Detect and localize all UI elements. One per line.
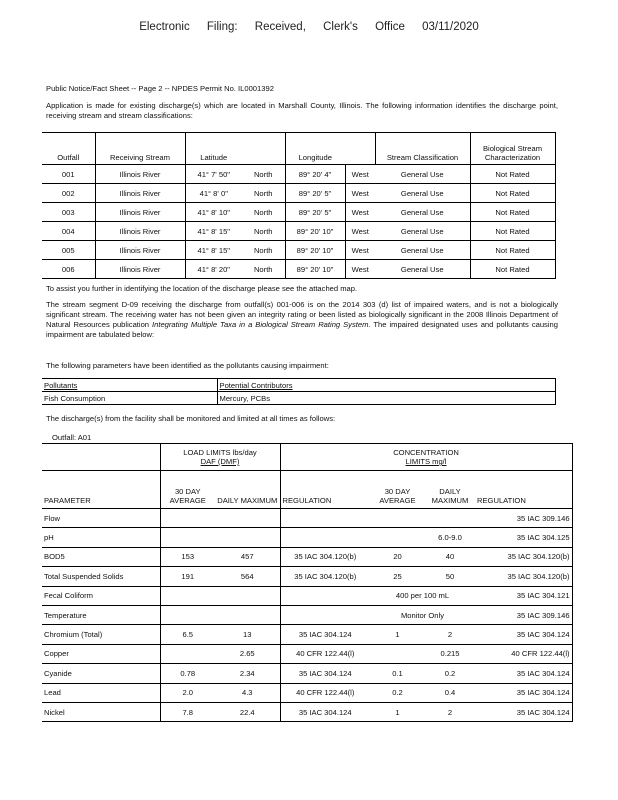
parameter-row <box>42 605 572 624</box>
header-cell: Pollutants <box>42 379 217 392</box>
parameter-row <box>42 547 572 566</box>
cell: 22.4 <box>215 702 280 721</box>
cell <box>425 509 475 528</box>
cell: 41° 8' 15" <box>185 241 242 260</box>
cell <box>370 644 425 663</box>
cell: 6.5 <box>160 625 215 644</box>
cell: 7.8 <box>160 702 215 721</box>
parameter-row <box>42 586 572 605</box>
cell: Not Rated <box>470 184 555 203</box>
outfall-row <box>42 165 555 184</box>
cell: Not Rated <box>470 222 555 241</box>
cell: Flow <box>42 509 160 528</box>
cell: 35 IAC 309.146 <box>475 509 572 528</box>
cell: 564 <box>215 567 280 586</box>
outfall-table <box>42 132 556 279</box>
cell: 35 IAC 304.124 <box>280 702 370 721</box>
cell <box>370 509 425 528</box>
cell <box>280 586 370 605</box>
cell <box>160 644 215 663</box>
cell: 40 CFR 122.44(l) <box>280 644 370 663</box>
cell: 89° 20' 10" <box>285 260 345 279</box>
cell: North <box>242 203 285 222</box>
cell: 400 per 100 mL <box>370 586 475 605</box>
cell: 35 IAC 304.124 <box>475 683 572 702</box>
cell: West <box>345 165 375 184</box>
outfall-header-row <box>42 133 555 165</box>
cell: 89° 20' 5" <box>285 184 345 203</box>
column-header: PARAMETER <box>42 471 160 509</box>
cell: 2 <box>425 702 475 721</box>
outfall-row <box>42 203 555 222</box>
header-cell: Potential Contributors <box>217 379 555 392</box>
cell: 003 <box>42 203 95 222</box>
cell: 0.4 <box>425 683 475 702</box>
parameter-row <box>42 664 572 683</box>
cell: 35 IAC 304.121 <box>475 586 572 605</box>
segment-paragraph <box>46 300 558 340</box>
cell: Not Rated <box>470 241 555 260</box>
column-header: REGULATION <box>475 471 572 509</box>
cell: West <box>345 203 375 222</box>
cell: 0.215 <box>425 644 475 663</box>
cell: 006 <box>42 260 95 279</box>
conc-sub: LIMITS mg/l <box>405 457 447 466</box>
cell: 50 <box>425 567 475 586</box>
column-header: DAILY MAXIMUM <box>425 471 475 509</box>
cell: 35 IAC 304.124 <box>475 664 572 683</box>
load-limits-title: LOAD LIMITS lbs/day <box>183 448 257 457</box>
outfall-row <box>42 260 555 279</box>
cell: North <box>242 260 285 279</box>
cell <box>370 528 425 547</box>
cell: Not Rated <box>470 165 555 184</box>
conc-title: CONCENTRATION <box>393 448 459 457</box>
intro-paragraph: Application is made for existing discharge(s) which are located in Marshall County, Illinois. The following information identifies the discharge point, receiving stream and stream classifications: <box>46 101 558 120</box>
cell: North <box>242 184 285 203</box>
cell <box>160 586 215 605</box>
cell: Cyanide <box>42 664 160 683</box>
cell: 35 IAC 304.124 <box>280 625 370 644</box>
cell: 191 <box>160 567 215 586</box>
cell: Monitor Only <box>370 605 475 624</box>
cell: 2.34 <box>215 664 280 683</box>
cell: 001 <box>42 165 95 184</box>
cell: Illinois River <box>95 203 185 222</box>
cell <box>160 605 215 624</box>
cell: 35 IAC 304.120(b) <box>475 567 572 586</box>
cell: 35 IAC 309.146 <box>475 605 572 624</box>
cell: Total Suspended Solids <box>42 567 160 586</box>
column-header: REGULATION <box>280 471 370 509</box>
cell <box>215 509 280 528</box>
pollutants-intro: The following parameters have been identified as the pollutants causing impairment: <box>46 361 329 370</box>
header-cell: Outfall <box>42 133 95 165</box>
cell: 6.0-9.0 <box>425 528 475 547</box>
cell: 35 IAC 304.124 <box>475 625 572 644</box>
cell: General Use <box>375 165 470 184</box>
cell: BOD5 <box>42 547 160 566</box>
cell: Chromium (Total) <box>42 625 160 644</box>
cell: 0.78 <box>160 664 215 683</box>
cell: 41° 8' 0" <box>185 184 242 203</box>
outfall-row <box>42 184 555 203</box>
cell: General Use <box>375 222 470 241</box>
cell: Temperature <box>42 605 160 624</box>
column-header-row <box>42 471 572 509</box>
cell <box>215 605 280 624</box>
cell: West <box>345 260 375 279</box>
cell: 89° 20' 4" <box>285 165 345 184</box>
cell: 457 <box>215 547 280 566</box>
cell: 13 <box>215 625 280 644</box>
cell: Not Rated <box>470 203 555 222</box>
cell: 4.3 <box>215 683 280 702</box>
load-limits-header <box>160 444 280 471</box>
cell: General Use <box>375 184 470 203</box>
cell: Fecal Coliform <box>42 586 160 605</box>
discharge-intro: The discharge(s) from the facility shall be monitored and limited at all times as follows: <box>46 414 336 423</box>
cell: 35 IAC 304.125 <box>475 528 572 547</box>
header-cell: Stream Classification <box>375 133 470 165</box>
cell: 41° 8' 20" <box>185 260 242 279</box>
segment-text-end: . The impaired designated uses and pollutants causing impairment are tabulated below: <box>46 320 558 339</box>
cell: North <box>242 222 285 241</box>
pollutant-table <box>42 378 556 405</box>
cell: Nickel <box>42 702 160 721</box>
cell: 25 <box>370 567 425 586</box>
cell: pH <box>42 528 160 547</box>
cell: 20 <box>370 547 425 566</box>
cell: 004 <box>42 222 95 241</box>
cell: 41° 8' 15" <box>185 222 242 241</box>
parameter-row <box>42 644 572 663</box>
header-cell: Receiving Stream <box>95 133 185 165</box>
cell: Illinois River <box>95 241 185 260</box>
cell <box>280 509 370 528</box>
cell <box>215 586 280 605</box>
page-title: Public Notice/Fact Sheet -- Page 2 -- NPDES Permit No. IL0001392 <box>46 84 274 93</box>
cell: 40 <box>425 547 475 566</box>
header-cell: Longitude <box>285 133 345 165</box>
cell: General Use <box>375 260 470 279</box>
cell: 1 <box>370 702 425 721</box>
cell <box>215 528 280 547</box>
header-cell <box>242 133 285 165</box>
publication-title: Integrating Multiple Taxa in a Biological Stream Rating System <box>152 320 369 329</box>
cell <box>280 605 370 624</box>
parameter-row <box>42 683 572 702</box>
header-cell: Biological Stream Characterization <box>470 133 555 165</box>
parameter-row <box>42 509 572 528</box>
cell: 0.2 <box>425 664 475 683</box>
outfall-row <box>42 241 555 260</box>
cell: 35 IAC 304.124 <box>280 664 370 683</box>
cell <box>160 528 215 547</box>
cell: West <box>345 241 375 260</box>
cell: 2 <box>425 625 475 644</box>
cell: 153 <box>160 547 215 566</box>
cell: Not Rated <box>470 260 555 279</box>
cell: General Use <box>375 203 470 222</box>
map-note: To assist you further in identifying the location of the discharge please see the attached map. <box>46 284 358 293</box>
pollutant-row <box>42 392 555 405</box>
cell: Lead <box>42 683 160 702</box>
cell: 89° 20' 10" <box>285 222 345 241</box>
outfall-label: Outfall: A01 <box>52 433 92 442</box>
cell: Illinois River <box>95 222 185 241</box>
cell: 2.0 <box>160 683 215 702</box>
cell: Fish Consumption <box>42 392 217 405</box>
effluent-limits-table <box>42 443 573 722</box>
cell: 35 IAC 304.124 <box>475 702 572 721</box>
parameter-row <box>42 702 572 721</box>
cell: Illinois River <box>95 184 185 203</box>
pollutant-header-row <box>42 379 555 392</box>
cell: Mercury, PCBs <box>217 392 555 405</box>
cell: Illinois River <box>95 165 185 184</box>
parameter-row <box>42 567 572 586</box>
cell: West <box>345 222 375 241</box>
cell: West <box>345 184 375 203</box>
column-header: 30 DAY AVERAGE <box>370 471 425 509</box>
cell: 005 <box>42 241 95 260</box>
cell: 35 IAC 304.120(b) <box>280 567 370 586</box>
column-header: DAILY MAXIMUM <box>215 471 280 509</box>
cell <box>160 509 215 528</box>
cell: General Use <box>375 241 470 260</box>
outfall-row <box>42 222 555 241</box>
cell: 35 IAC 304.120(b) <box>475 547 572 566</box>
cell: 41° 8' 10" <box>185 203 242 222</box>
cell: 41° 7' 50" <box>185 165 242 184</box>
cell: 0.2 <box>370 683 425 702</box>
cell: 1 <box>370 625 425 644</box>
cell: 89° 20' 5" <box>285 203 345 222</box>
cell: Illinois River <box>95 260 185 279</box>
parameter-row <box>42 528 572 547</box>
cell: North <box>242 241 285 260</box>
cell: 35 IAC 304.120(b) <box>280 547 370 566</box>
header-cell <box>345 133 375 165</box>
cell: 89° 20' 10" <box>285 241 345 260</box>
header-cell: Latitude <box>185 133 242 165</box>
filing-stamp-header: Electronic Filing: Received, Clerk's Office 03/11/2020 <box>139 21 479 33</box>
cell: Copper <box>42 644 160 663</box>
cell: 2.65 <box>215 644 280 663</box>
cell: 002 <box>42 184 95 203</box>
cell: 0.1 <box>370 664 425 683</box>
concentration-header <box>280 444 572 471</box>
column-header: 30 DAY AVERAGE <box>160 471 215 509</box>
segment-text: The stream segment D-09 receiving the discharge from outfall(s) 001-006 is on the 2014 303 (d) list of impaired waters, and is not a biologically significant stream. The receiving water has not been given an integrity rating or been listed as biologically significant in the 2008 Illinois Department of Natural Resources publication <box>46 300 558 329</box>
parameter-row <box>42 625 572 644</box>
group-header-row <box>42 444 572 471</box>
cell: North <box>242 165 285 184</box>
cell <box>280 528 370 547</box>
cell: 40 CFR 122.44(l) <box>280 683 370 702</box>
cell: 40 CFR 122.44(l) <box>475 644 572 663</box>
load-limits-sub: DAF (DMF) <box>200 457 240 466</box>
